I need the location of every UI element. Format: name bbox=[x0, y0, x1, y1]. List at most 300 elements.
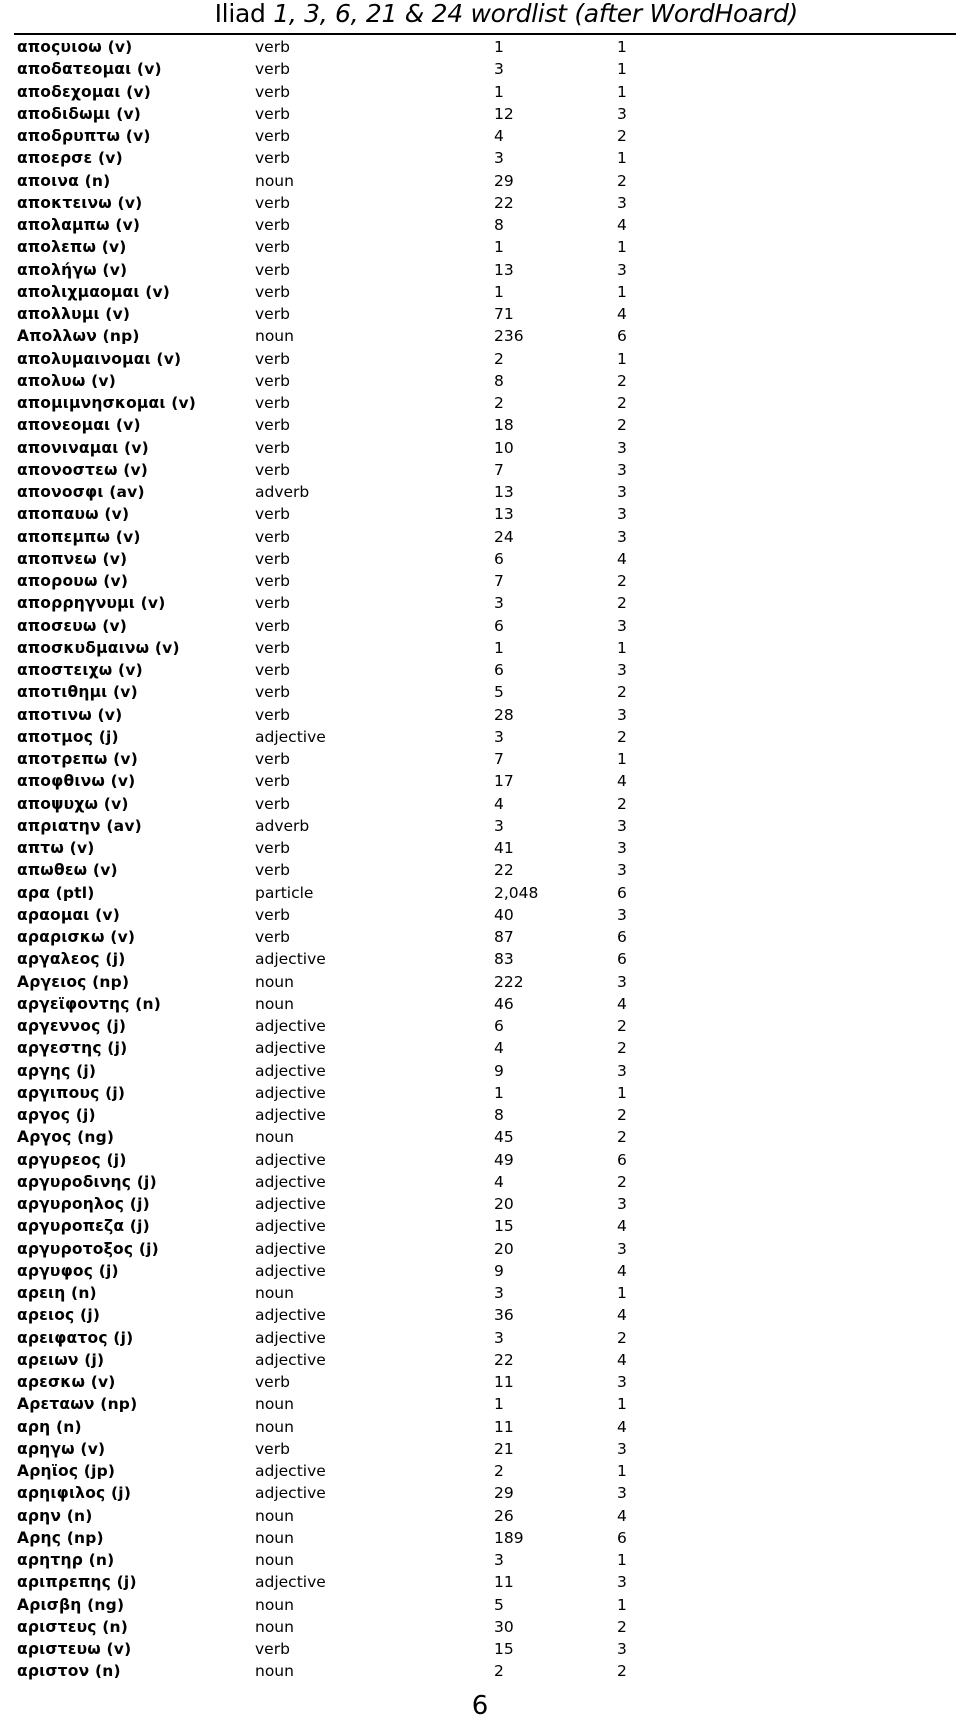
lemma-cell: αρεσκω (v) bbox=[17, 1373, 116, 1391]
books-count-cell: 2 bbox=[617, 572, 627, 590]
lemma-cell: αποψυχω (v) bbox=[17, 794, 129, 813]
frequency-cell: 1 bbox=[494, 82, 504, 101]
part-of-speech-cell: verb bbox=[255, 594, 290, 613]
frequency-cell: 11 bbox=[494, 1417, 514, 1436]
lemma-cell: απομιμνησκομαι (v) bbox=[17, 394, 197, 412]
table-row bbox=[0, 1371, 960, 1393]
table-row bbox=[0, 437, 960, 459]
part-of-speech-cell: verb bbox=[255, 794, 290, 813]
lemma-cell: αποπαυω (v) bbox=[17, 505, 130, 524]
lemma-cell: αποινα (n) bbox=[17, 171, 111, 190]
books-count-cell: 6 bbox=[617, 1528, 627, 1547]
frequency-cell: 15 bbox=[494, 1640, 514, 1658]
part-of-speech-cell: verb bbox=[255, 260, 290, 279]
books-count-cell: 1 bbox=[617, 1462, 627, 1480]
part-of-speech-cell: verb bbox=[255, 549, 290, 568]
table-row bbox=[0, 81, 960, 103]
lemma-cell: αργιπους (j) bbox=[17, 1083, 126, 1102]
part-of-speech-cell: noun bbox=[255, 994, 294, 1013]
books-count-cell: 3 bbox=[617, 1573, 627, 1592]
books-count-cell: 3 bbox=[617, 839, 627, 857]
frequency-cell: 3 bbox=[494, 816, 504, 835]
books-count-cell: 3 bbox=[617, 905, 627, 924]
table-row bbox=[0, 392, 960, 414]
books-count-cell: 4 bbox=[617, 772, 627, 791]
table-row bbox=[0, 1082, 960, 1104]
part-of-speech-cell: noun bbox=[255, 171, 294, 190]
books-count-cell: 6 bbox=[617, 327, 627, 346]
lemma-cell: απολεπω (v) bbox=[17, 238, 127, 257]
part-of-speech-cell: verb bbox=[255, 149, 290, 168]
frequency-cell: 29 bbox=[494, 1484, 514, 1503]
lemma-cell: απολιχμαομαι (v) bbox=[17, 282, 171, 301]
books-count-cell: 3 bbox=[617, 1061, 627, 1080]
lemma-cell: απτω (v) bbox=[17, 839, 95, 857]
part-of-speech-cell: verb bbox=[255, 705, 290, 724]
table-row bbox=[0, 58, 960, 80]
books-count-cell: 1 bbox=[617, 38, 627, 56]
table-row bbox=[0, 1571, 960, 1593]
books-count-cell: 2 bbox=[617, 1106, 627, 1124]
table-row bbox=[0, 1104, 960, 1126]
frequency-cell: 20 bbox=[494, 1239, 514, 1258]
table-row bbox=[0, 103, 960, 125]
lemma-cell: Αρισβη (ng) bbox=[17, 1595, 125, 1614]
part-of-speech-cell: verb bbox=[255, 438, 290, 457]
part-of-speech-cell: adverb bbox=[255, 483, 310, 501]
lemma-cell: αποδατεομαι (v) bbox=[17, 60, 162, 79]
frequency-cell: 49 bbox=[494, 1150, 514, 1169]
part-of-speech-cell: verb bbox=[255, 371, 290, 390]
lemma-cell: αποδιδωμι (v) bbox=[17, 104, 142, 123]
table-row bbox=[0, 1015, 960, 1037]
lemma-cell: απριατην (av) bbox=[17, 816, 142, 835]
table-row bbox=[0, 503, 960, 525]
lemma-cell: Αρεταων (np) bbox=[17, 1395, 138, 1414]
table-row bbox=[0, 570, 960, 592]
part-of-speech-cell: verb bbox=[255, 394, 290, 412]
frequency-cell: 5 bbox=[494, 683, 504, 702]
table-row bbox=[0, 1460, 960, 1482]
lemma-cell: Απολλων (np) bbox=[17, 327, 140, 346]
frequency-cell: 2 bbox=[494, 1662, 504, 1681]
books-count-cell: 3 bbox=[617, 1373, 627, 1391]
lemma-cell: αργυροτοξος (j) bbox=[17, 1239, 159, 1258]
part-of-speech-cell: adjective bbox=[255, 1217, 326, 1236]
books-count-cell: 2 bbox=[617, 171, 627, 190]
frequency-cell: 7 bbox=[494, 750, 504, 768]
books-count-cell: 3 bbox=[617, 1439, 627, 1458]
part-of-speech-cell: adverb bbox=[255, 816, 310, 835]
part-of-speech-cell: adjective bbox=[255, 1172, 326, 1191]
table-row bbox=[0, 325, 960, 347]
table-row bbox=[0, 1193, 960, 1215]
frequency-cell: 13 bbox=[494, 260, 514, 279]
part-of-speech-cell: verb bbox=[255, 505, 290, 524]
lemma-cell: αργεννος (j) bbox=[17, 1017, 127, 1035]
books-count-cell: 2 bbox=[617, 683, 627, 702]
books-count-cell: 1 bbox=[617, 349, 627, 368]
table-row bbox=[0, 259, 960, 281]
part-of-speech-cell: noun bbox=[255, 1128, 294, 1147]
frequency-cell: 1 bbox=[494, 1083, 504, 1102]
part-of-speech-cell: noun bbox=[255, 1417, 294, 1436]
lemma-cell: απορουω (v) bbox=[17, 572, 129, 590]
table-row bbox=[0, 414, 960, 436]
books-count-cell: 1 bbox=[617, 1595, 627, 1614]
frequency-cell: 36 bbox=[494, 1306, 514, 1325]
frequency-cell: 4 bbox=[494, 127, 504, 145]
books-count-cell: 2 bbox=[617, 794, 627, 813]
frequency-cell: 24 bbox=[494, 527, 514, 546]
title-prefix: Iliad bbox=[214, 0, 274, 28]
table-row bbox=[0, 548, 960, 570]
frequency-cell: 21 bbox=[494, 1439, 514, 1458]
lemma-cell: απολυμαινομαι (v) bbox=[17, 349, 182, 368]
lemma-cell: αρη (n) bbox=[17, 1417, 82, 1436]
table-row bbox=[0, 659, 960, 681]
lemma-cell: αργεϊφοντης (n) bbox=[17, 994, 162, 1013]
lemma-cell: αραομαι (v) bbox=[17, 905, 121, 924]
lemma-cell: αρειος (j) bbox=[17, 1306, 101, 1325]
part-of-speech-cell: verb bbox=[255, 616, 290, 635]
page-title bbox=[0, 0, 960, 33]
frequency-cell: 7 bbox=[494, 460, 504, 479]
books-count-cell: 1 bbox=[617, 282, 627, 301]
frequency-cell: 46 bbox=[494, 994, 514, 1013]
part-of-speech-cell: adjective bbox=[255, 950, 326, 969]
lemma-cell: απολαμπω (v) bbox=[17, 216, 141, 234]
part-of-speech-cell: verb bbox=[255, 282, 290, 301]
lemma-cell: αργαλεος (j) bbox=[17, 950, 126, 969]
lemma-cell: αργος (j) bbox=[17, 1106, 96, 1124]
table-row bbox=[0, 837, 960, 859]
books-count-cell: 1 bbox=[617, 1551, 627, 1569]
table-row bbox=[0, 459, 960, 481]
table-row bbox=[0, 1149, 960, 1171]
frequency-cell: 236 bbox=[494, 327, 524, 346]
part-of-speech-cell: verb bbox=[255, 460, 290, 479]
books-count-cell: 2 bbox=[617, 127, 627, 145]
page-number: 6 bbox=[471, 1691, 489, 1721]
books-count-cell: 3 bbox=[617, 616, 627, 635]
part-of-speech-cell: verb bbox=[255, 928, 290, 946]
table-row bbox=[0, 1482, 960, 1504]
table-row bbox=[0, 192, 960, 214]
lemma-cell: αραρισκω (v) bbox=[17, 928, 136, 946]
lemma-cell: αρηιφιλος (j) bbox=[17, 1484, 132, 1503]
title-rule bbox=[14, 33, 956, 35]
books-count-cell: 2 bbox=[617, 371, 627, 390]
lemma-cell: Αρηϊος (jp) bbox=[17, 1462, 116, 1480]
table-row bbox=[0, 147, 960, 169]
books-count-cell: 2 bbox=[617, 1328, 627, 1347]
lemma-cell: αποδεχομαι (v) bbox=[17, 82, 152, 101]
part-of-speech-cell: verb bbox=[255, 416, 290, 435]
part-of-speech-cell: verb bbox=[255, 638, 290, 657]
table-row bbox=[0, 948, 960, 970]
table-row bbox=[0, 125, 960, 147]
lemma-cell: Αργειος (np) bbox=[17, 972, 130, 991]
books-count-cell: 2 bbox=[617, 594, 627, 613]
books-count-cell: 6 bbox=[617, 1150, 627, 1169]
books-count-cell: 2 bbox=[617, 1128, 627, 1147]
books-count-cell: 1 bbox=[617, 1395, 627, 1414]
lemma-cell: αποσκυδμαινω (v) bbox=[17, 638, 180, 657]
books-count-cell: 1 bbox=[617, 1284, 627, 1302]
books-count-cell: 4 bbox=[617, 549, 627, 568]
lemma-cell: απονιναμαι (v) bbox=[17, 438, 149, 457]
frequency-cell: 3 bbox=[494, 60, 504, 79]
lemma-cell: αριστευς (n) bbox=[17, 1617, 129, 1636]
frequency-cell: 7 bbox=[494, 572, 504, 590]
table-row bbox=[0, 882, 960, 904]
books-count-cell: 1 bbox=[617, 60, 627, 79]
lemma-cell: απονεομαι (v) bbox=[17, 416, 141, 435]
frequency-cell: 3 bbox=[494, 1551, 504, 1569]
part-of-speech-cell: verb bbox=[255, 38, 290, 56]
books-count-cell: 3 bbox=[617, 972, 627, 991]
lemma-cell: αρην (n) bbox=[17, 1506, 93, 1525]
part-of-speech-cell: adjective bbox=[255, 1350, 326, 1369]
table-row bbox=[0, 303, 960, 325]
books-count-cell: 2 bbox=[617, 394, 627, 412]
frequency-cell: 11 bbox=[494, 1573, 514, 1592]
books-count-cell: 3 bbox=[617, 505, 627, 524]
lemma-cell: αρειφατος (j) bbox=[17, 1328, 134, 1347]
table-row bbox=[0, 1238, 960, 1260]
lemma-cell: αργυρεος (j) bbox=[17, 1150, 127, 1169]
books-count-cell: 3 bbox=[617, 527, 627, 546]
part-of-speech-cell: verb bbox=[255, 572, 290, 590]
frequency-cell: 2,048 bbox=[494, 883, 539, 902]
frequency-cell: 12 bbox=[494, 104, 514, 123]
table-row bbox=[0, 481, 960, 503]
part-of-speech-cell: verb bbox=[255, 104, 290, 123]
frequency-cell: 40 bbox=[494, 905, 514, 924]
lemma-cell: απορρηγνυμι (v) bbox=[17, 594, 166, 613]
frequency-cell: 30 bbox=[494, 1617, 514, 1636]
lemma-cell: αποκτεινω (v) bbox=[17, 193, 143, 212]
lemma-cell: αργυροηλος (j) bbox=[17, 1195, 150, 1213]
part-of-speech-cell: verb bbox=[255, 60, 290, 79]
lemma-cell: Αργος (ng) bbox=[17, 1128, 115, 1147]
part-of-speech-cell: adjective bbox=[255, 1462, 326, 1480]
table-row bbox=[0, 704, 960, 726]
title-books: 1, 3, 6, 21 & 24 wordlist (after WordHoard) bbox=[273, 0, 798, 28]
table-row bbox=[0, 971, 960, 993]
table-row bbox=[0, 1438, 960, 1460]
part-of-speech-cell: noun bbox=[255, 1662, 294, 1681]
frequency-cell: 4 bbox=[494, 1039, 504, 1058]
books-count-cell: 2 bbox=[617, 1172, 627, 1191]
frequency-cell: 18 bbox=[494, 416, 514, 435]
frequency-cell: 3 bbox=[494, 594, 504, 613]
part-of-speech-cell: adjective bbox=[255, 1484, 326, 1503]
part-of-speech-cell: verb bbox=[255, 193, 290, 212]
lemma-cell: αρειων (j) bbox=[17, 1350, 105, 1369]
frequency-cell: 189 bbox=[494, 1528, 524, 1547]
table-row bbox=[0, 1215, 960, 1237]
part-of-speech-cell: noun bbox=[255, 327, 294, 346]
part-of-speech-cell: adjective bbox=[255, 1261, 326, 1280]
lemma-cell: απονοσφι (av) bbox=[17, 483, 145, 501]
table-row bbox=[0, 770, 960, 792]
books-count-cell: 2 bbox=[617, 1017, 627, 1035]
part-of-speech-cell: adjective bbox=[255, 1573, 326, 1592]
lemma-cell: αποςυιοω (v) bbox=[17, 38, 133, 56]
table-row bbox=[0, 793, 960, 815]
books-count-cell: 4 bbox=[617, 1261, 627, 1280]
books-count-cell: 3 bbox=[617, 438, 627, 457]
part-of-speech-cell: adjective bbox=[255, 1328, 326, 1347]
frequency-cell: 83 bbox=[494, 950, 514, 969]
part-of-speech-cell: noun bbox=[255, 1595, 294, 1614]
books-count-cell: 3 bbox=[617, 1484, 627, 1503]
frequency-cell: 3 bbox=[494, 727, 504, 746]
books-count-cell: 4 bbox=[617, 305, 627, 323]
books-count-cell: 4 bbox=[617, 1217, 627, 1236]
table-row bbox=[0, 1060, 960, 1082]
part-of-speech-cell: adjective bbox=[255, 727, 326, 746]
lemma-cell: αργεστης (j) bbox=[17, 1039, 128, 1058]
frequency-cell: 6 bbox=[494, 616, 504, 635]
table-row bbox=[0, 1527, 960, 1549]
frequency-cell: 45 bbox=[494, 1128, 514, 1147]
table-row bbox=[0, 214, 960, 236]
lemma-cell: αποτινω (v) bbox=[17, 705, 123, 724]
table-row bbox=[0, 1638, 960, 1660]
frequency-cell: 4 bbox=[494, 794, 504, 813]
table-row bbox=[0, 1416, 960, 1438]
table-row bbox=[0, 236, 960, 258]
lemma-cell: αποστειχω (v) bbox=[17, 661, 143, 679]
lemma-cell: αποσευω (v) bbox=[17, 616, 128, 635]
table-row bbox=[0, 526, 960, 548]
frequency-cell: 1 bbox=[494, 638, 504, 657]
frequency-cell: 8 bbox=[494, 1106, 504, 1124]
part-of-speech-cell: adjective bbox=[255, 1195, 326, 1213]
table-row bbox=[0, 36, 960, 58]
books-count-cell: 3 bbox=[617, 260, 627, 279]
frequency-cell: 2 bbox=[494, 349, 504, 368]
books-count-cell: 3 bbox=[617, 1640, 627, 1658]
frequency-cell: 9 bbox=[494, 1261, 504, 1280]
frequency-cell: 3 bbox=[494, 149, 504, 168]
frequency-cell: 1 bbox=[494, 1395, 504, 1414]
frequency-cell: 13 bbox=[494, 483, 514, 501]
books-count-cell: 4 bbox=[617, 994, 627, 1013]
part-of-speech-cell: adjective bbox=[255, 1150, 326, 1169]
table-row bbox=[0, 1037, 960, 1059]
books-count-cell: 1 bbox=[617, 638, 627, 657]
table-row bbox=[0, 748, 960, 770]
frequency-cell: 8 bbox=[494, 216, 504, 234]
lemma-cell: αποτιθημι (v) bbox=[17, 683, 138, 702]
books-count-cell: 1 bbox=[617, 238, 627, 257]
part-of-speech-cell: verb bbox=[255, 1439, 290, 1458]
lemma-cell: απολήγω (v) bbox=[17, 260, 128, 279]
part-of-speech-cell: verb bbox=[255, 861, 290, 880]
part-of-speech-cell: noun bbox=[255, 1284, 294, 1302]
lemma-cell: αποτμος (j) bbox=[17, 727, 119, 746]
frequency-cell: 20 bbox=[494, 1195, 514, 1213]
part-of-speech-cell: noun bbox=[255, 1528, 294, 1547]
table-row bbox=[0, 592, 960, 614]
books-count-cell: 4 bbox=[617, 1306, 627, 1325]
frequency-cell: 3 bbox=[494, 1328, 504, 1347]
lemma-cell: αργης (j) bbox=[17, 1061, 97, 1080]
books-count-cell: 4 bbox=[617, 1350, 627, 1369]
part-of-speech-cell: noun bbox=[255, 972, 294, 991]
frequency-cell: 6 bbox=[494, 661, 504, 679]
frequency-cell: 2 bbox=[494, 394, 504, 412]
table-row bbox=[0, 1505, 960, 1527]
part-of-speech-cell: verb bbox=[255, 839, 290, 857]
lemma-cell: αριστον (n) bbox=[17, 1662, 121, 1681]
books-count-cell: 3 bbox=[617, 460, 627, 479]
books-count-cell: 2 bbox=[617, 1662, 627, 1681]
part-of-speech-cell: adjective bbox=[255, 1239, 326, 1258]
books-count-cell: 4 bbox=[617, 1417, 627, 1436]
books-count-cell: 6 bbox=[617, 950, 627, 969]
part-of-speech-cell: particle bbox=[255, 883, 314, 902]
books-count-cell: 3 bbox=[617, 816, 627, 835]
table-row bbox=[0, 170, 960, 192]
table-row bbox=[0, 993, 960, 1015]
part-of-speech-cell: noun bbox=[255, 1617, 294, 1636]
frequency-cell: 6 bbox=[494, 1017, 504, 1035]
books-count-cell: 1 bbox=[617, 82, 627, 101]
part-of-speech-cell: noun bbox=[255, 1395, 294, 1414]
books-count-cell: 3 bbox=[617, 1239, 627, 1258]
part-of-speech-cell: verb bbox=[255, 683, 290, 702]
part-of-speech-cell: verb bbox=[255, 527, 290, 546]
frequency-cell: 87 bbox=[494, 928, 514, 946]
table-row bbox=[0, 681, 960, 703]
frequency-cell: 17 bbox=[494, 772, 514, 791]
frequency-cell: 29 bbox=[494, 171, 514, 190]
frequency-cell: 1 bbox=[494, 38, 504, 56]
books-count-cell: 4 bbox=[617, 216, 627, 234]
frequency-cell: 5 bbox=[494, 1595, 504, 1614]
books-count-cell: 6 bbox=[617, 883, 627, 902]
part-of-speech-cell: adjective bbox=[255, 1061, 326, 1080]
lemma-cell: απονοστεω (v) bbox=[17, 460, 149, 479]
table-row bbox=[0, 1304, 960, 1326]
wordlist-table bbox=[0, 36, 960, 1683]
frequency-cell: 9 bbox=[494, 1061, 504, 1080]
table-row bbox=[0, 1349, 960, 1371]
table-row bbox=[0, 1282, 960, 1304]
frequency-cell: 22 bbox=[494, 193, 514, 212]
table-row bbox=[0, 859, 960, 881]
books-count-cell: 2 bbox=[617, 416, 627, 435]
table-row bbox=[0, 370, 960, 392]
table-row bbox=[0, 1549, 960, 1571]
frequency-cell: 10 bbox=[494, 438, 514, 457]
frequency-cell: 22 bbox=[494, 1350, 514, 1369]
books-count-cell: 3 bbox=[617, 1195, 627, 1213]
lemma-cell: αργυροδινης (j) bbox=[17, 1172, 157, 1191]
lemma-cell: αποδρυπτω (v) bbox=[17, 127, 151, 145]
lemma-cell: αποφθινω (v) bbox=[17, 772, 136, 791]
part-of-speech-cell: adjective bbox=[255, 1306, 326, 1325]
lemma-cell: αποτρεπω (v) bbox=[17, 750, 138, 768]
table-row bbox=[0, 1660, 960, 1682]
books-count-cell: 3 bbox=[617, 104, 627, 123]
frequency-cell: 28 bbox=[494, 705, 514, 724]
